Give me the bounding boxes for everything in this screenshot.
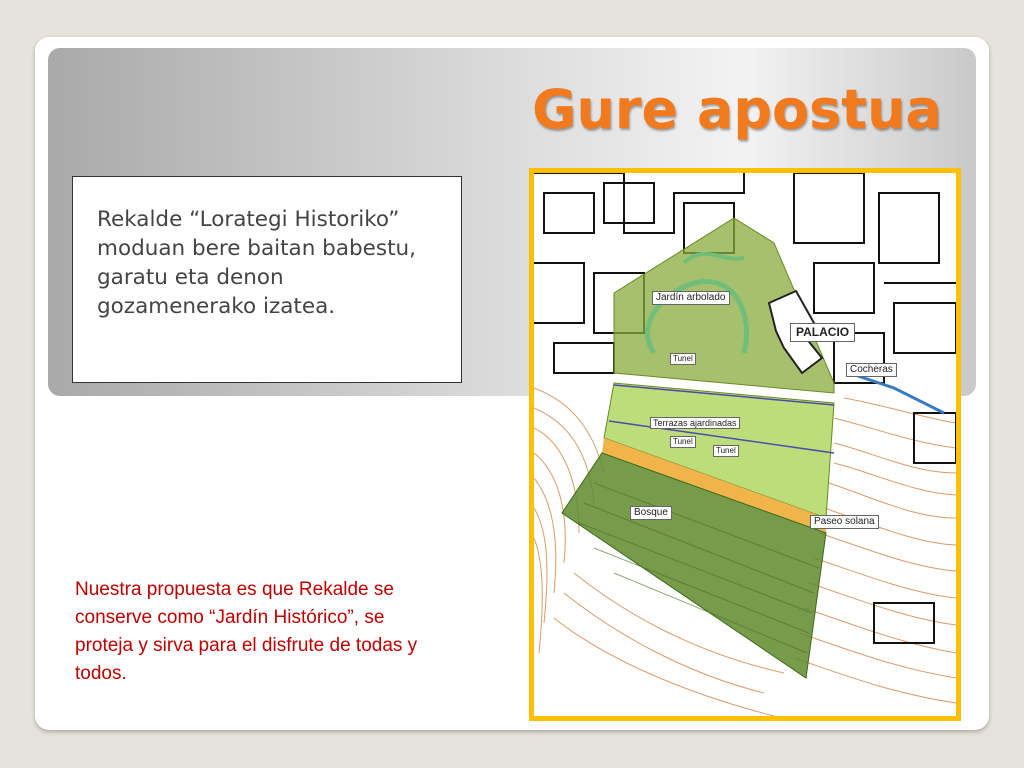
label-tunel-2: Tunel	[670, 436, 696, 448]
label-cocheras: Cocheras	[846, 363, 897, 377]
site-map	[529, 168, 961, 721]
label-terrazas: Terrazas ajardinadas	[650, 417, 740, 429]
label-palacio: PALACIO	[790, 323, 855, 342]
label-tunel-1: Tunel	[670, 353, 696, 365]
body-text: Rekalde “Lorategi Historiko” moduan bere baitan babestu, garatu eta denon gozamenerako izatea.	[97, 207, 416, 319]
map-drawing	[534, 173, 956, 716]
body-text-box	[72, 176, 462, 383]
label-paseo: Paseo solana	[810, 515, 879, 529]
label-jardin: Jardín arbolado	[652, 291, 730, 305]
label-tunel-3: Tunel	[713, 445, 739, 457]
note-text: Nuestra propuesta es que Rekalde se conserve como “Jardín Histórico”, se proteja y sirva para el disfrute de todas y todos.	[75, 579, 418, 684]
label-bosque: Bosque	[630, 506, 672, 520]
slide-title: Gure apostua	[532, 78, 942, 141]
